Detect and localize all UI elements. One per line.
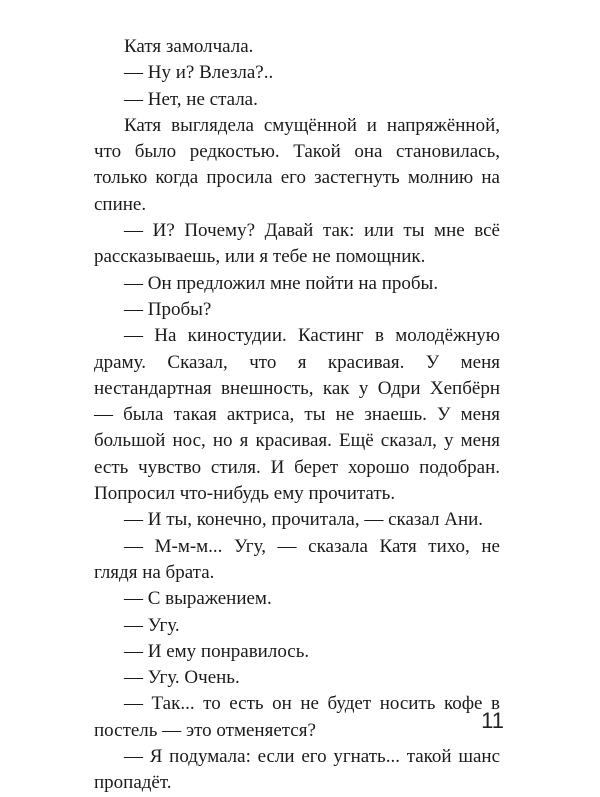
paragraph: — Нет, не стала. [124,88,258,110]
paragraph: — Угу. Очень. [124,667,240,689]
paragraph: — И? Почему? Давай так: или ты мне всё рассказываешь, или я тебе не помощник. [94,220,500,268]
paragraph: — И ты, конечно, прочитала, — сказал Ани. [124,509,484,531]
paragraph: — Угу. [124,614,180,636]
paragraph: — С выражением. [124,588,272,610]
paragraph: — Я подумала: если его угнать... такой шанс пропадёт. [94,746,500,794]
paragraph: — Он предложил мне пойти на пробы. [124,272,439,294]
paragraph: — Так... то есть он не будет носить кофе в постель — это отменяется? [94,693,500,741]
paragraph: — На киностудии. Кастинг в молодёжную драму. Сказал, что я красивая. У меня нестандартная внешность, как у Одри Хепбёрн — была такая актриса, ты не знаешь. У меня большой нос, но я красивая. Ещё сказал, у меня есть чувство стиля. И берет хорошо подобран. Попросил что-нибудь ему прочитать. [94,325,500,505]
paragraph: Катя выглядела смущённой и напряжённой, что было редкостью. Такой она становилась, только когда просила его застегнуть молнию на спине. [94,114,500,215]
body-text [94,34,500,797]
page-number: 11 [481,708,504,733]
paragraph: — Пробы? [124,298,212,320]
paragraph: — М-м-м... Угу, — сказала Катя тихо, не глядя на брата. [94,535,500,583]
paragraph: — И ему понравилось. [124,640,310,662]
paragraph: Катя замолчала. [124,36,254,57]
paragraph: — Ну и? Влезла?.. [124,62,274,84]
